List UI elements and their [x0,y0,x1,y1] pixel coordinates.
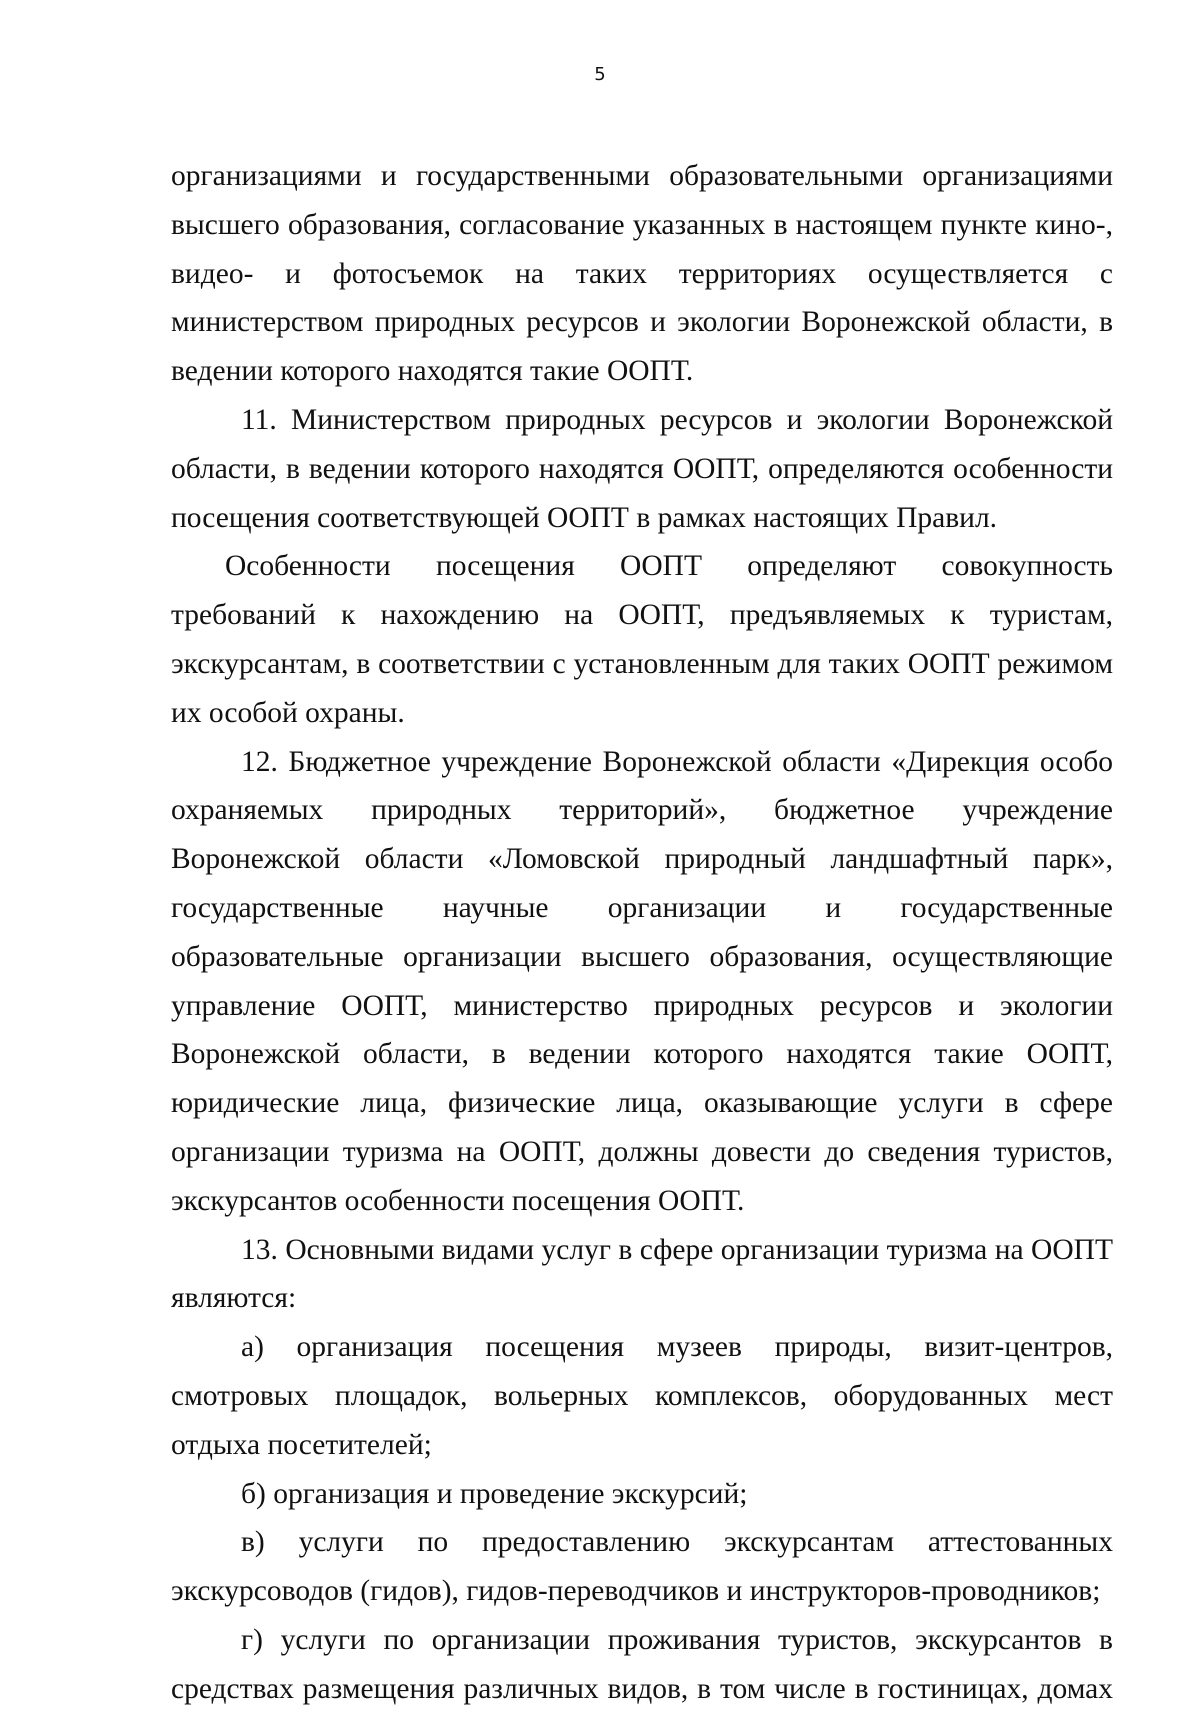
list-item-a: а) организация посещения музеев природы, визит-центров, смотровых площадок, вольерных комплексов, оборудованных мест отдыха посетителей; [171,1331,1113,1461]
list-item-g: г) услуги по организации проживания туристов, экскурсантов в средствах размещения различных видов, в том числе в гостиницах, домах [171,1623,1113,1705]
paragraph-item-13: 13. Основными видами услуг в сфере организации туризма на ООПТ являются: [171,1233,1113,1315]
document-body [171,152,1113,1714]
paragraph-item-11: 11. Министерством природных ресурсов и экологии Воронежской области, в ведении которого находятся ООПТ, определяются особенности посещения соответствующей ООПТ в рамках настоящих Правил. [171,403,1113,534]
page-number: 5 [594,64,606,85]
paragraph-item-12: 12. Бюджетное учреждение Воронежской области «Дирекция особо охраняемых природных территорий», бюджетное учреждение Воронежской области «Ломовской природный ландшафтный парк», государственные научные организации и государственные образовательные организации высшего образования, осуществляющие управление ООПТ, министерство природных ресурсов и экологии Воронежской области, в ведении которого находятся такие ООПТ, юридические лица, физические лица, оказывающие услуги в сфере организации туризма на ООПТ, должны довести до сведения туристов, экскурсантов особенности посещения ООПТ. [171,745,1113,1217]
paragraph-features-definition: Особенности посещения ООПТ определяют совокупность требований к нахождению на ООПТ, предъявляемых к туристам, экскурсантам, в соответствии с установленным для таких ООПТ режимом их особой охраны. [171,550,1113,729]
list-item-b: б) организация и проведение экскурсий; [241,1477,748,1510]
list-item-v: в) услуги по предоставлению экскурсантам аттестованных экскурсоводов (гидов), гидов-переводчиков и инструкторов-проводников; [171,1526,1113,1608]
paragraph-continuation: организациями и государственными образовательными организациями высшего образования, согласование указанных в настоящем пункте кино-, видео- и фотосъемок на таких территориях осуществляется с министерством природных ресурсов и экологии Воронежской области, в ведении которого находятся такие ООПТ. [171,160,1113,388]
